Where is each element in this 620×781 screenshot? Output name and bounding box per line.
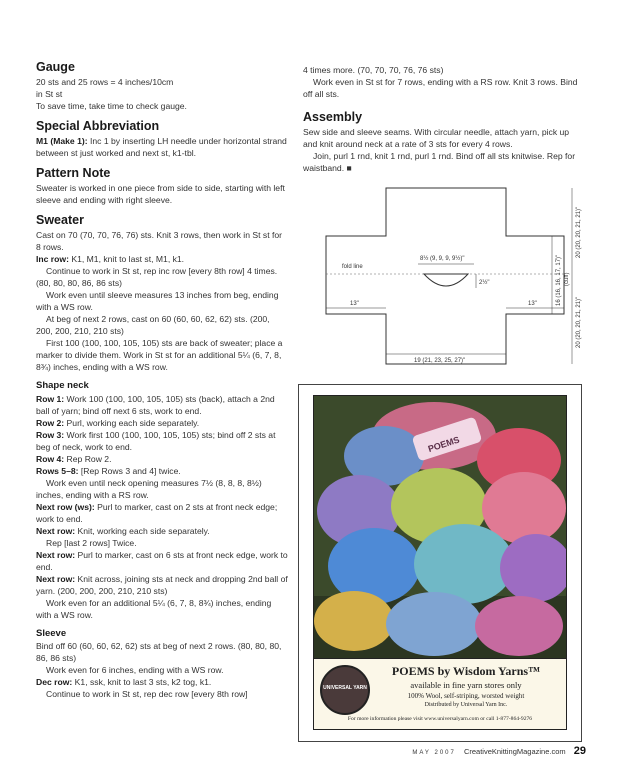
sweater-section	[36, 213, 288, 373]
neck-width-label: 8½ (9, 9, 9, 9½)"	[420, 256, 465, 262]
yarn-photo	[313, 395, 567, 659]
body-width-label: 19 (21, 23, 25, 27)"	[414, 358, 466, 364]
sweater-heading: Sweater	[36, 213, 84, 227]
paragraph: Rep [last 2 rows] Twice.	[46, 537, 137, 548]
sleeve-section	[36, 628, 288, 701]
gauge-line: in St st	[36, 89, 63, 99]
term: Dec row:	[36, 677, 73, 687]
row-instruction	[36, 501, 288, 525]
ad-info-box	[313, 658, 567, 730]
row-instruction	[36, 549, 288, 573]
definition: [Rep Rows 3 and 4] twice.	[78, 465, 181, 476]
pattern-note-heading: Pattern Note	[36, 166, 111, 180]
pattern-note-text: Sweater is worked in one piece from side to side, starting with left sleeve and ending with right sleeve.	[36, 183, 285, 205]
paragraph: Join, purl 1 rnd, knit 1 rnd, purl 1 rnd. Bind off all sts knitwise. Rep for waistband. ■	[303, 151, 576, 173]
poems-tag-text: POEMS	[426, 434, 461, 455]
page-footer	[412, 745, 586, 757]
term: Row 4:	[36, 453, 65, 464]
term: Inc row:	[36, 254, 69, 264]
paragraph: Continue to work in St st, rep dec row [every 8th row]	[46, 689, 248, 699]
gauge-line: 20 sts and 25 rows = 4 inches/10cm	[36, 77, 174, 87]
left-column	[36, 60, 288, 707]
definition: Knit across, joining sts at neck and dropping 2nd ball of yarn. (200, 200, 200, 210, 210 sts)	[36, 573, 288, 596]
sleeve-heading: Sleeve	[36, 627, 67, 639]
special-abbrev-heading: Special Abbreviation	[36, 119, 160, 133]
paragraph: Work even for 6 inches, ending with a WS row.	[46, 665, 224, 675]
gauge-section	[36, 60, 288, 112]
shape-neck-section	[36, 380, 288, 621]
paragraph: First 100 (100, 100, 105, 105) sts are back of sweater; place a marker to divide them. Work in St st for an additional 5¼ (6, 7, 8, 8¾) inches, ending with a WS row.	[36, 338, 283, 372]
top-height-label: 20 (20, 20, 21, 21)"	[576, 206, 582, 258]
row-instruction	[36, 465, 288, 477]
term: Next row:	[36, 573, 76, 584]
term: Row 2:	[36, 417, 65, 428]
paragraph: Sew side and sleeve seams. With circular needle, attach yarn, pick up and knit around neck at a rate of 3 sts for every 4 rows.	[303, 127, 570, 149]
term: Next row:	[36, 549, 76, 560]
special-abbrev-text	[36, 135, 288, 159]
gauge-line: To save time, take time to check gauge.	[36, 101, 187, 111]
fold-line-label: fold line	[342, 264, 363, 270]
right-column	[303, 64, 581, 174]
right-sleeve-label: 13"	[528, 301, 537, 307]
term: Next row:	[36, 525, 76, 536]
ad-line: available in fine yarn stores only	[410, 680, 522, 690]
paragraph: Bind off 60 (60, 60, 62, 62) sts at beg of next 2 rows. (80, 80, 80, 86, 86 sts)	[36, 641, 282, 663]
shape-neck-heading: Shape neck	[36, 380, 89, 391]
paragraph: Work even for an additional 5¼ (6, 7, 8, 8¾) inches, ending with a WS row.	[36, 597, 272, 620]
definition: Knit, working each side separately.	[75, 525, 210, 536]
definition: Rep Row 2.	[64, 453, 112, 464]
issue-date: MAY 2007	[412, 750, 456, 756]
paragraph: Continue to work in St st, rep inc row [every 8th row] 4 times. (80, 80, 80, 86, 86 sts)	[36, 266, 278, 288]
inc-row	[36, 253, 288, 265]
paragraph: 4 times more. (70, 70, 70, 76, 76 sts)	[303, 65, 444, 75]
ad-line: Distributed by Universal Yarn Inc.	[424, 702, 508, 708]
paragraph: Work even until sleeve measures 13 inches from beg, ending with a WS row.	[36, 290, 279, 312]
special-abbrev-section	[36, 119, 288, 159]
definition: Work 100 (100, 100, 105, 105) sts (back), attach a 2nd ball of yarn; bind off next 6 sts, work to end.	[36, 393, 275, 416]
schematic-diagram	[316, 176, 584, 372]
row-instruction	[36, 393, 288, 417]
universal-yarn-logo	[320, 665, 370, 715]
bottom-height-label: 20 (20, 20, 21, 21)"	[576, 296, 582, 348]
definition: Purl, working each side separately.	[64, 417, 200, 428]
definition: Work first 100 (100, 100, 105, 105) sts; bind off 2 sts at beg of neck, work to end.	[36, 429, 276, 452]
row-instruction	[36, 453, 288, 465]
assembly-heading: Assembly	[303, 110, 363, 124]
cuff-note: (cuff)	[564, 272, 570, 286]
paragraph: At beg of next 2 rows, cast on 60 (60, 60, 62, 62) sts. (200, 200, 200, 210, 210 sts)	[36, 314, 270, 336]
row-instruction	[36, 417, 288, 429]
term: Row 3:	[36, 429, 65, 440]
definition: K1, ssk, knit to last 3 sts, k2 tog, k1.	[72, 677, 212, 687]
website: CreativeKnittingMagazine.com	[463, 747, 566, 756]
definition: Inc 1 by inserting LH needle under horizontal strand between st just worked and next st, k1-tbl.	[36, 136, 287, 158]
ad-title: POEMS by Wisdom Yarns™	[391, 664, 541, 678]
page-number: 29	[573, 745, 586, 757]
ad-footer: For more information please visit www.universalyarn.com or call 1-877-864-9276	[347, 716, 533, 722]
definition: K1, M1, knit to last st, M1, k1.	[68, 254, 185, 264]
dec-row	[36, 676, 288, 688]
cuff-label: 16 (16, 16, 17, 17)"	[556, 254, 562, 306]
definition: Purl to marker, cast on 2 sts at front neck edge; work to end.	[36, 501, 278, 524]
term: Rows 5–8:	[36, 465, 79, 476]
definition: Purl to marker, cast on 6 sts at front neck edge, work to end.	[36, 549, 288, 572]
term: M1 (Make 1):	[36, 136, 88, 146]
paragraph: Work even in St st for 7 rows, ending with a RS row. Knit 3 rows. Bind off all sts.	[303, 77, 578, 99]
paragraph: Work even until neck opening measures 7½ (8, 8, 8, 8½) inches, ending with a RS row.	[36, 477, 262, 500]
row-instruction	[36, 525, 288, 537]
left-sleeve-label: 13"	[350, 301, 359, 307]
term: Row 1:	[36, 393, 65, 404]
pattern-note-section	[36, 166, 288, 206]
gauge-heading: Gauge	[36, 60, 75, 74]
term: Next row (ws):	[36, 501, 95, 512]
paragraph: Cast on 70 (70, 70, 76, 76) sts. Knit 3 rows, then work in St st for 8 rows.	[36, 230, 282, 252]
row-instruction	[36, 429, 288, 453]
neck-depth-label: 2½"	[479, 280, 490, 286]
row-instruction	[36, 573, 288, 597]
logo-text: UNIVERSAL YARN	[323, 685, 367, 691]
ad-line: 100% Wool, self-striping, worsted weight	[407, 692, 525, 700]
